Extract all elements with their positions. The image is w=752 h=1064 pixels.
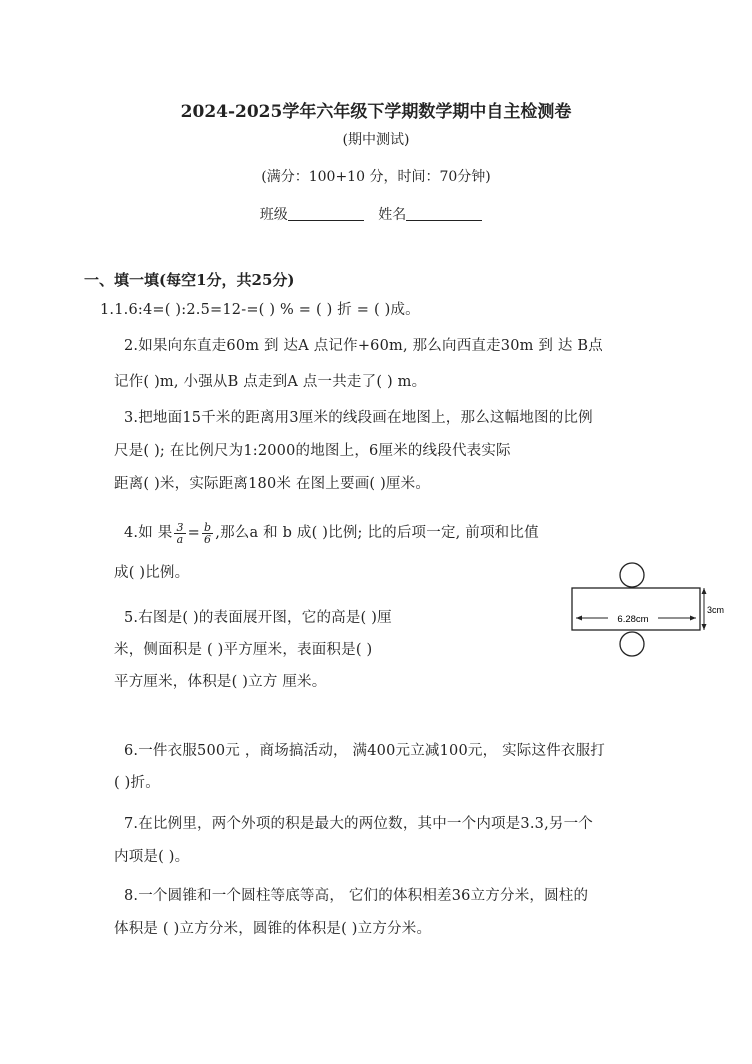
fraction-3-over-a: $\frac{3}{a}$: [176, 520, 184, 546]
question-7-line-1: 7.在比例里，两个外项的积是最大的两位数，其中一个内项是3.3,另一个: [124, 816, 594, 832]
question-2-line-1: 2.如果向东直走60m 到 达A 点记作+60m, 那么向西直走30m 到 达 B点: [124, 338, 603, 354]
question-4-line-2: 成( )比例。: [114, 565, 190, 581]
width-label: 6.28cm: [617, 614, 649, 625]
question-5-line-1: 5.右图是( )的表面展开图，它的高是( )厘: [124, 610, 392, 626]
section-title: 一、填一填(每空1分，共25分): [84, 271, 295, 289]
name-blank[interactable]: [406, 206, 482, 221]
class-label: 班级: [259, 207, 288, 223]
height-label: 3cm: [707, 605, 725, 615]
q4-prefix: 4.如 果: [124, 525, 173, 541]
height-arrow-bottom: [702, 624, 707, 630]
question-3-line-2: 尺是( ); 在比例尺为1:2000的地图上，6厘米的线段代表实际: [114, 443, 511, 459]
bottom-circle: [620, 632, 644, 656]
question-2-line-2: 记作( )m, 小强从B 点走到A 点一共走了( ) m。: [114, 374, 427, 390]
question-5-line-3: 平方厘米，体积是( )立方 厘米。: [114, 674, 327, 690]
question-7-line-2: 内项是( )。: [114, 849, 190, 865]
width-arrow-right: [690, 616, 696, 621]
class-blank[interactable]: [288, 206, 364, 221]
fraction-b-over-6: $\frac{b}{6}$: [204, 520, 212, 546]
question-6-line-1: 6.一件衣服500元 ，商场搞活动， 满400元立减100元， 实际这件衣服打: [124, 743, 605, 759]
name-label: 姓名: [378, 207, 407, 223]
question-6-line-2: ( )折。: [114, 775, 160, 791]
question-3-line-1: 3.把地面15千米的距离用3厘米的线段画在地图上，那么这幅地图的比例: [124, 410, 593, 426]
question-8-line-2: 体积是 ( )立方分米，圆锥的体积是( )立方分米。: [114, 921, 432, 937]
height-arrow-top: [702, 588, 707, 594]
cylinder-net-diagram: [568, 561, 725, 661]
width-arrow-left: [576, 616, 582, 621]
question-3-line-3: 距离( )米，实际距离180米 在图上要画( )厘米。: [114, 476, 431, 492]
question-8-line-1: 8.一个圆锥和一个圆柱等底等高， 它们的体积相差36立方分米，圆柱的: [124, 888, 589, 904]
student-info-line: [0, 204, 752, 224]
question-4-line-1: [124, 521, 539, 545]
page-title: 2024-2025学年六年级下学期数学期中自主检测卷: [180, 102, 572, 122]
question-1: 1.1.6:4=( ):2.5=12-=( ) % = ( ) 折 = ( )成。: [100, 302, 420, 318]
q4-equals: =: [187, 525, 201, 541]
page-subtitle: (期中测试): [342, 132, 410, 148]
top-circle: [620, 563, 644, 587]
q4-suffix: ,那么a 和 b 成( )比例; 比的后项一定, 前项和比值: [215, 525, 539, 541]
score-info: (满分：100+10 分，时间：70分钟): [261, 169, 491, 185]
question-5-line-2: 米，侧面积是 ( )平方厘米，表面积是( ): [114, 642, 373, 658]
